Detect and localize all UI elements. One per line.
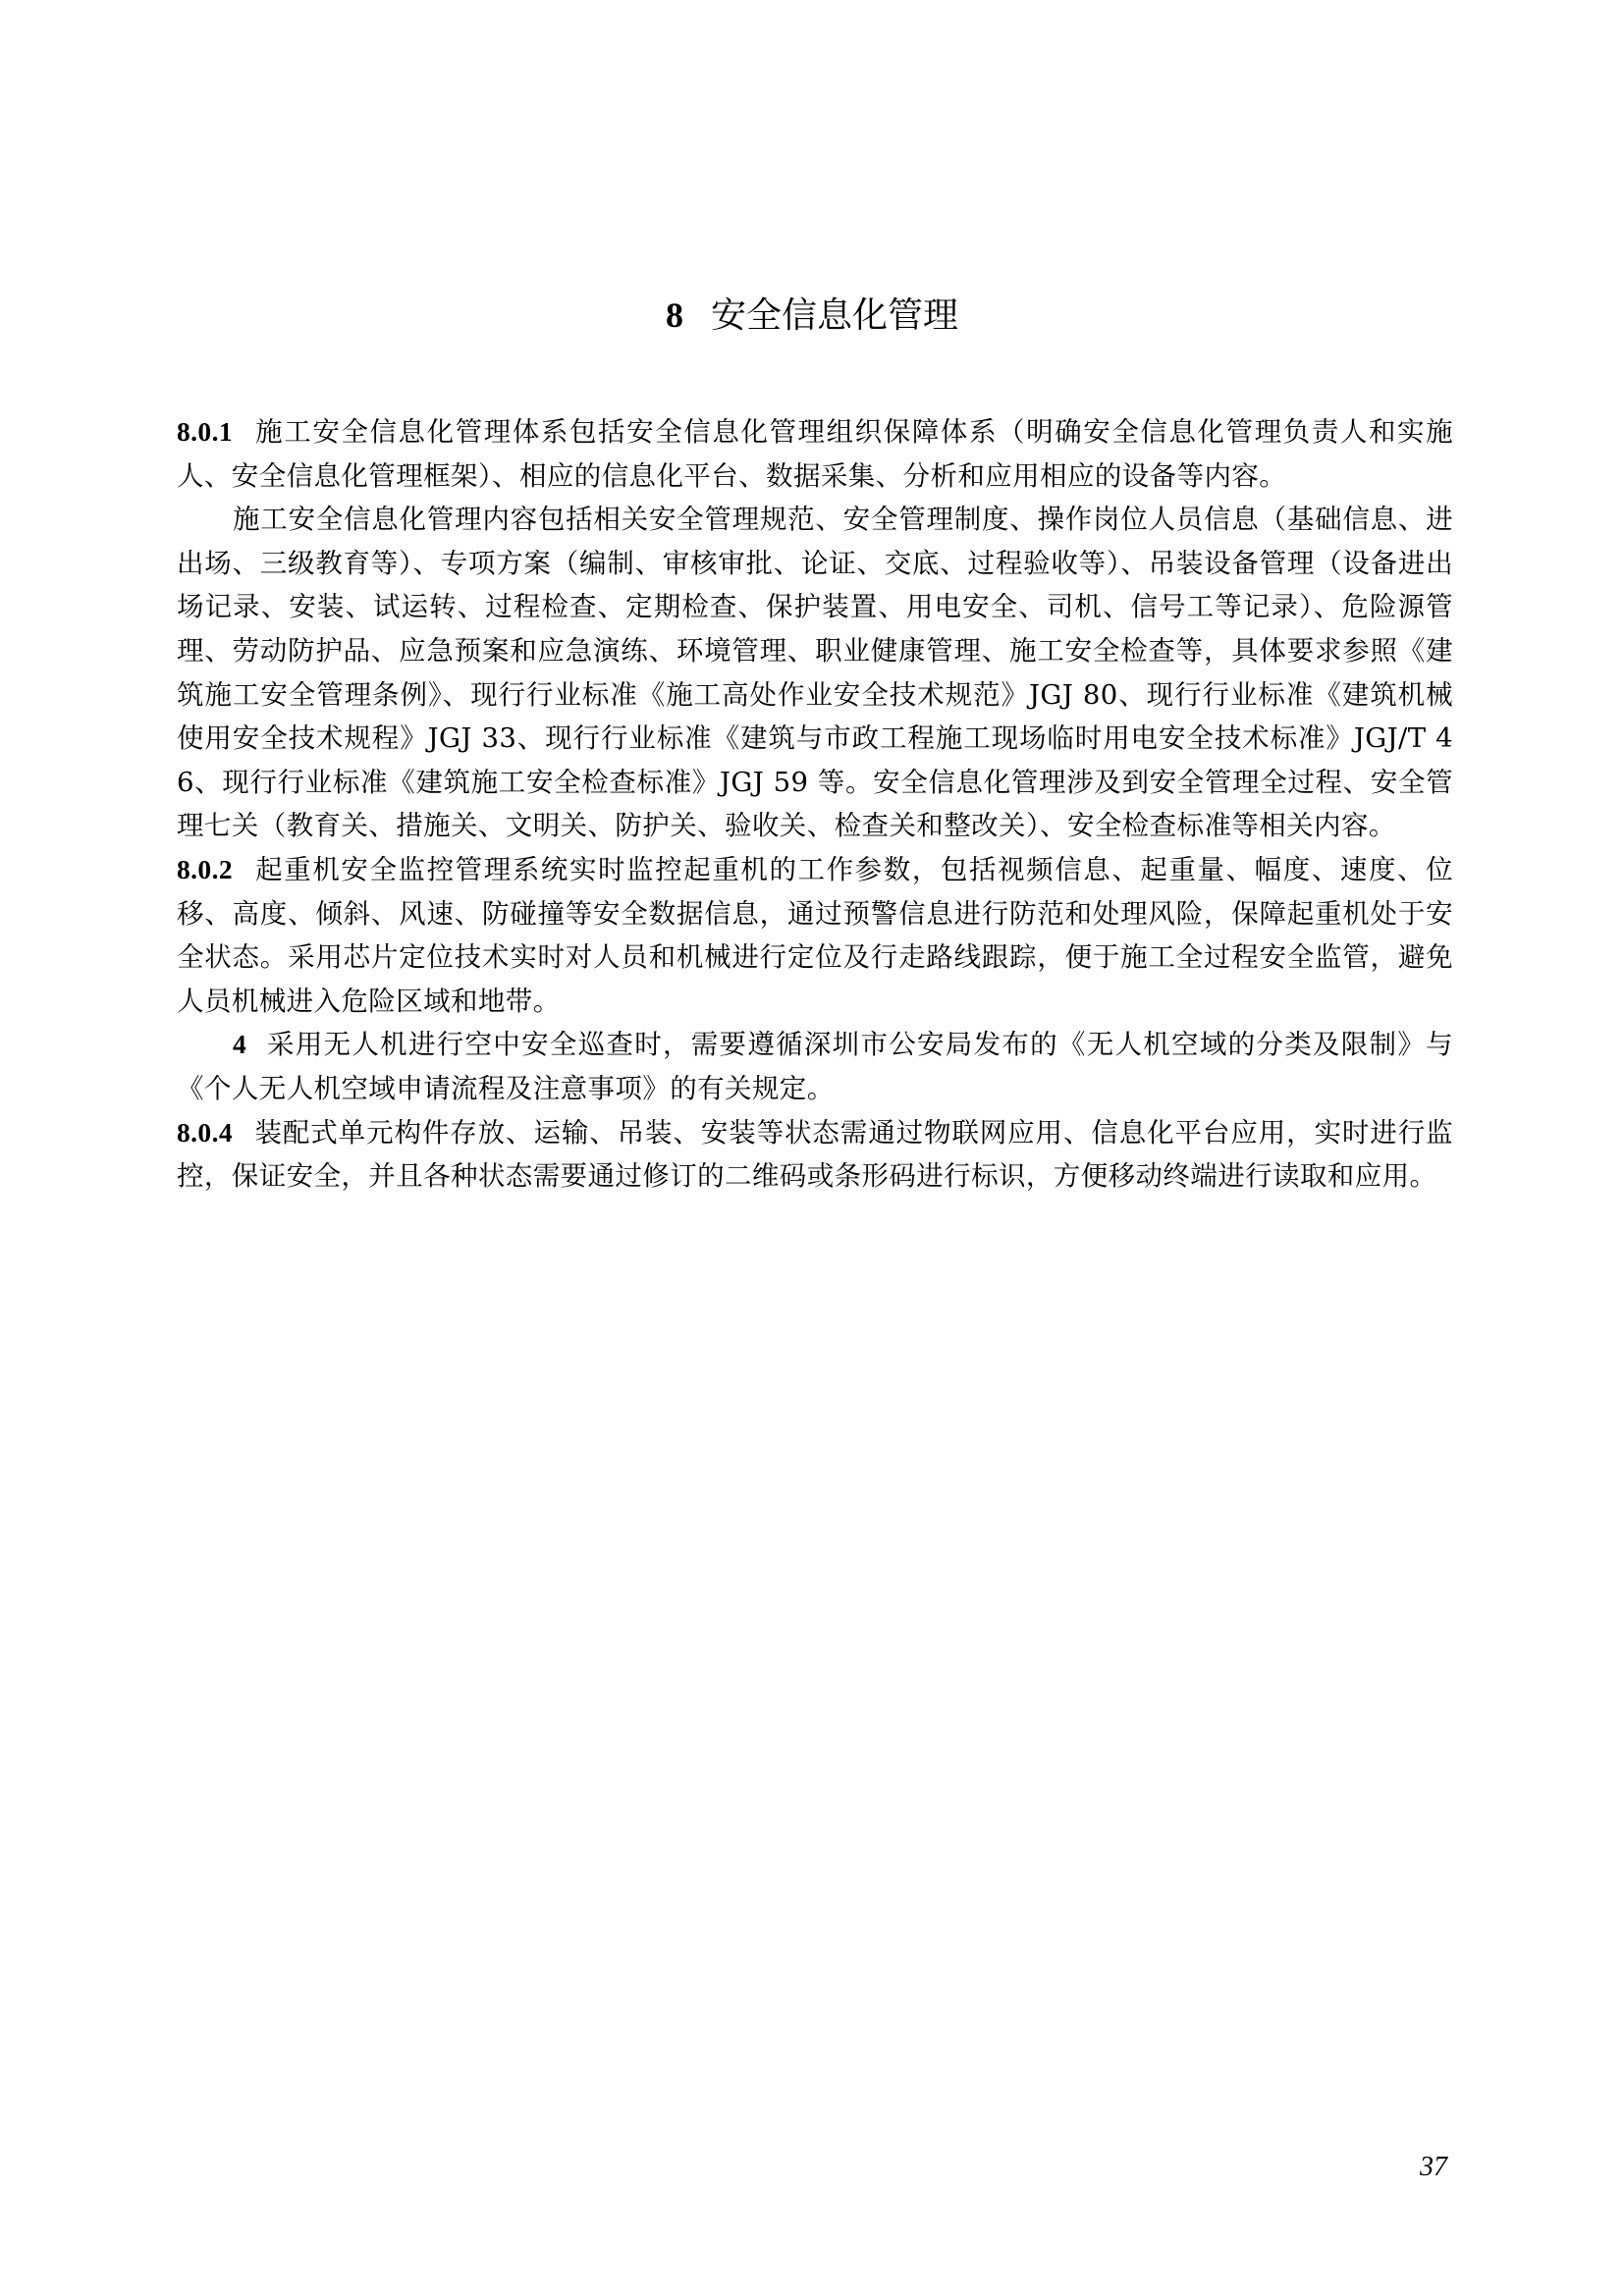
clause-text: 起重机安全监控管理系统实时监控起重机的工作参数，包括视频信息、起重量、幅度、速度、位移、高度、倾斜、风速、防碰撞等安全数据信息，通过预警信息进行防范和处理风险，保障起重机处于安全状态。采用芯片定位技术实时对人员和机械进行定位及行走路线跟踪，便于施工全过程安全监管，避免人员机械进入危险区域和地带。 [177, 853, 1453, 1017]
clause-text: 施工安全信息化管理体系包括安全信息化管理组织保障体系（明确安全信息化管理负责人和实施人、安全信息化管理框架）、相应的信息化平台、数据采集、分析和应用相应的设备等内容。 [177, 416, 1453, 492]
item-number: 4 [233, 1029, 247, 1060]
clause-number: 8.0.4 [177, 1116, 233, 1148]
chapter-title [0, 291, 1624, 341]
clause-number: 8.0.1 [177, 416, 233, 447]
clause-8-0-1 [177, 410, 1453, 498]
clause-number: 8.0.2 [177, 853, 233, 884]
document-body [177, 410, 1453, 1199]
chapter-number: 8 [665, 295, 683, 335]
clause-text: 装配式单元构件存放、运输、吊装、安装等状态需通过物联网应用、信息化平台应用，实时进行监控，保证安全，并且各种状态需要通过修订的二维码或条形码进行标识，方便移动终端进行读取和应用。 [177, 1116, 1453, 1193]
clause-8-0-1-paragraph-2 [177, 498, 1453, 848]
item-text: 采用无人机进行空中安全巡查时，需要遵循深圳市公安局发布的《无人机空域的分类及限制》与《个人无人机空域申请流程及注意事项》的有关规定。 [177, 1029, 1453, 1104]
page-number: 37 [1420, 2152, 1447, 2182]
chapter-title-text: 安全信息化管理 [710, 295, 958, 336]
clause-8-0-2-item-4 [177, 1023, 1453, 1110]
clause-8-0-4 [177, 1111, 1453, 1199]
clause-text: 施工安全信息化管理内容包括相关安全管理规范、安全管理制度、操作岗位人员信息（基础信息、进出场、三级教育等）、专项方案（编制、审核审批、论证、交底、过程验收等）、吊装设备管理（设备进出场记录、安装、试运转、过程检查、定期检查、保护装置、用电安全、司机、信号工等记录）、危险源管理、劳动防护品、应急预案和应急演练、环境管理、职业健康管理、施工安全检查等，具体要求参照《建筑施工安全管理条例》、现行行业标准《施工高处作业安全技术规范》JGJ 80、现行行业标准《建筑机械使用安全技术规程》JGJ 33、现行行业标准《建筑与市政工程施工现场临时用电安全技术标准》JGJ/T 46、现行行业标准《建筑施工安全检查标准》JGJ 59 等。安全信息化管理涉及到安全管理全过程、安全管理七关（教育关、措施关、文明关、防护关、验收关、检查关和整改关）、安全检查标准等相关内容。 [177, 504, 1453, 842]
clause-8-0-2 [177, 848, 1453, 1023]
